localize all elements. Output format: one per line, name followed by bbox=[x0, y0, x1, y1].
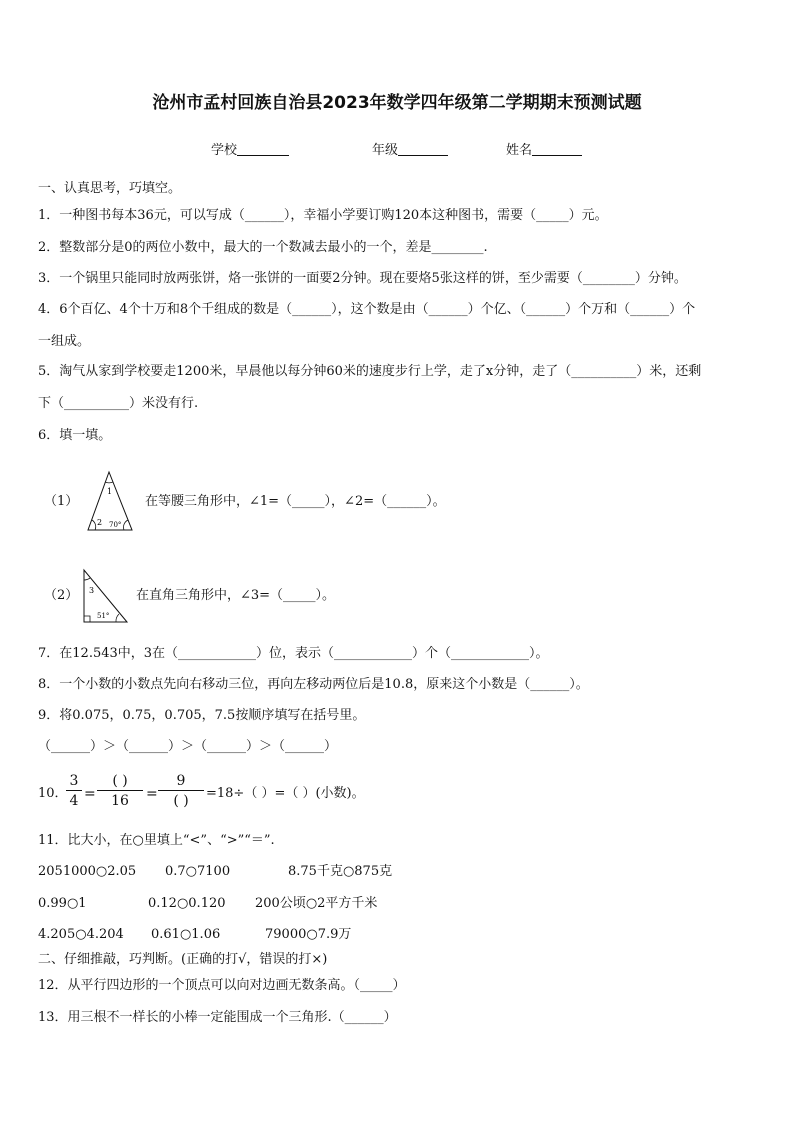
bottom-angle-degree: 51° bbox=[97, 612, 110, 620]
question-6-part-1-label: （1） bbox=[44, 494, 79, 509]
base-angle-arc bbox=[123, 520, 128, 530]
fraction-3-4-denominator: 4 bbox=[69, 793, 79, 809]
compare-1-3: 8.75千克○875克 bbox=[288, 864, 393, 879]
fraction-3-4-numerator: 3 bbox=[66, 773, 82, 791]
fraction-blank-16-numerator: ( ) bbox=[97, 773, 143, 791]
question-5: 5．淘气从家到学校要走1200米，早晨他以每分钟60米的速度步行上学，走了x分钟，走了（__________）米，还剩 bbox=[38, 364, 702, 379]
question-7: 7．在12.543中，3在（____________）位，表示（____________）个（____________）。 bbox=[38, 646, 549, 661]
name-label: 姓名 bbox=[506, 143, 533, 158]
fraction-3-4 bbox=[66, 773, 82, 809]
angle-2-arc bbox=[92, 520, 96, 530]
angle-3-arc bbox=[84, 578, 90, 580]
question-8: 8．一个小数的小数点先向右移动三位，再向左移动两位后是10.8，原来这个小数是（______）。 bbox=[38, 677, 589, 692]
compare-1-2: 0.7○7100 bbox=[165, 864, 231, 879]
question-11: 11．比大小，在○里填上“<”、“>”“＝”. bbox=[38, 833, 275, 848]
compare-3-1: 4.205○4.204 bbox=[38, 927, 124, 942]
fraction-blank-16-denominator: 16 bbox=[111, 793, 129, 809]
question-6: 6．填一填。 bbox=[38, 428, 112, 443]
grade-field bbox=[372, 142, 448, 159]
angle-3-label: 3 bbox=[89, 586, 95, 595]
question-2: 2．整数部分是0的两位小数中，最大的一个数减去最小的一个，差是________. bbox=[38, 240, 488, 255]
compare-3-2: 0.61○1.06 bbox=[151, 927, 221, 942]
question-6-part-2-text: 在直角三角形中，∠3=（_____）。 bbox=[136, 588, 336, 603]
section-2-heading: 二、仔细推敲，巧判断。(正确的打√，错误的打×) bbox=[38, 952, 328, 967]
question-10-tail: =18÷（ ）=（ ）(小数)。 bbox=[206, 786, 365, 801]
compare-1-1: 2051000○2.05 bbox=[38, 864, 137, 879]
right-triangle-figure bbox=[82, 568, 130, 624]
question-4: 4．6个百亿、4个十万和8个千组成的数是（______），这个数是由（______）个亿、（______）个万和（______）个 bbox=[38, 302, 696, 317]
school-field bbox=[211, 142, 289, 159]
fraction-9-blank-denominator: ( ) bbox=[173, 793, 189, 809]
question-6-part-1-text: 在等腰三角形中，∠1=（_____），∠2=（______）。 bbox=[145, 494, 446, 509]
question-10-label: 10． bbox=[38, 786, 68, 801]
fraction-9-blank bbox=[158, 773, 204, 809]
question-4-continued: 一组成。 bbox=[38, 334, 91, 349]
base-angle-degree: 70° bbox=[109, 521, 122, 529]
section-1-heading: 一、认真思考，巧填空。 bbox=[38, 181, 182, 196]
page-title: 沧州市孟村回族自治县2023年数学四年级第二学期期末预测试题 bbox=[152, 93, 642, 113]
right-angle-mark bbox=[84, 616, 90, 622]
equals-sign-1: = bbox=[84, 786, 96, 802]
compare-2-1: 0.99○1 bbox=[38, 896, 87, 911]
name-field bbox=[506, 142, 582, 159]
question-12: 12．从平行四边形的一个顶点可以向对边画无数条高。（_____） bbox=[38, 978, 406, 993]
angle-2-label: 2 bbox=[97, 518, 103, 527]
compare-3-3: 79000○7.9万 bbox=[265, 927, 352, 942]
question-5-continued: 下（__________）米没有行. bbox=[38, 396, 199, 411]
grade-label: 年级 bbox=[372, 143, 399, 158]
compare-2-3: 200公顷○2平方千米 bbox=[255, 896, 378, 911]
school-label: 学校 bbox=[211, 143, 238, 158]
question-9: 9．将0.075，0.75，0.705，7.5按顺序填写在括号里。 bbox=[38, 708, 366, 723]
bottom-angle-arc bbox=[116, 614, 119, 622]
angle-1-label: 1 bbox=[107, 487, 113, 496]
question-1: 1．一种图书每本36元，可以写成（______），幸福小学要订购120本这种图书，需要（_____）元。 bbox=[38, 208, 608, 223]
school-blank bbox=[237, 142, 289, 156]
compare-2-2: 0.12○0.120 bbox=[148, 896, 226, 911]
angle-1-arc bbox=[105, 482, 113, 483]
question-13: 13．用三根不一样长的小棒一定能围成一个三角形.（______） bbox=[38, 1010, 397, 1025]
question-3: 3．一个锅里只能同时放两张饼，烙一张饼的一面要2分钟。现在要烙5张这样的饼，至少需要（________）分钟。 bbox=[38, 271, 687, 286]
fraction-blank-16 bbox=[97, 773, 143, 809]
question-9-blanks: （______）＞（______）＞（______）＞（______） bbox=[38, 739, 338, 754]
question-6-part-2-label: （2） bbox=[44, 588, 79, 603]
equals-sign-2: = bbox=[146, 786, 158, 802]
name-blank bbox=[532, 142, 582, 156]
isosceles-triangle-figure bbox=[84, 470, 136, 534]
grade-blank bbox=[398, 142, 448, 156]
fraction-9-blank-numerator: 9 bbox=[158, 773, 204, 791]
